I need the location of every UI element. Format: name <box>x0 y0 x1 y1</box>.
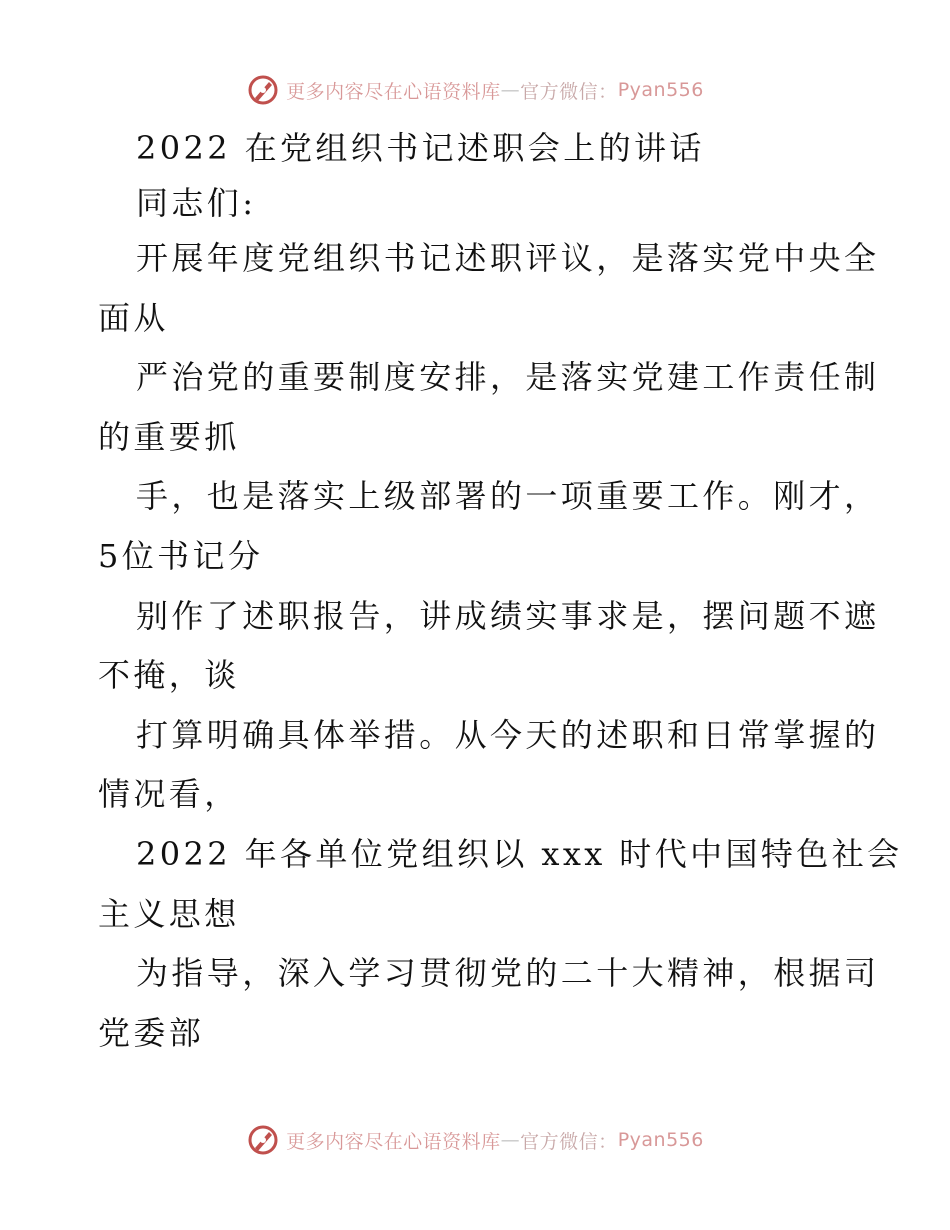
paragraph-line-wrap: 5位书记分 <box>98 537 264 575</box>
watermark-wechat-label: 官方微信： <box>520 80 618 103</box>
watermark-wechat-id: Pyan556 <box>617 79 704 101</box>
paragraph-line: 为指导，深入学习贯彻党的二十大精神，根据司 <box>136 954 880 992</box>
watermark-separator: — <box>500 79 521 101</box>
watermark-brand: 更多内容尽在心语资料库 <box>286 80 501 103</box>
paragraph-line: 打算明确具体举措。从今天的述职和日常掌握的 <box>136 716 880 754</box>
paragraph-line: 别作了述职报告，讲成绩实事求是，摆问题不遮 <box>136 597 880 635</box>
paragraph-line-wrap: 的重要抓 <box>98 418 240 456</box>
paragraph-line-wrap: 主义思想 <box>98 895 240 933</box>
watermark-brand: 更多内容尽在心语资料库 <box>286 1130 501 1153</box>
document-title: 2022 在党组织书记述职会上的讲话 <box>136 129 705 167</box>
paragraph-line-wrap: 情况看， <box>98 775 240 813</box>
watermark-header <box>0 70 950 110</box>
paragraph-line: 2022 年各单位党组织以 xxx 时代中国特色社会 <box>136 835 903 873</box>
pen-logo-icon <box>246 1123 280 1157</box>
paragraph-line: 开展年度党组织书记述职评议，是落实党中央全 <box>136 239 880 277</box>
watermark-wechat-id: Pyan556 <box>617 1129 704 1151</box>
paragraph-line-wrap: 面从 <box>98 299 169 337</box>
pen-logo-icon <box>246 73 280 107</box>
paragraph-line: 严治党的重要制度安排，是落实党建工作责任制 <box>136 358 880 396</box>
watermark-footer <box>0 1120 950 1160</box>
document-greeting: 同志们: <box>136 184 257 222</box>
watermark-wechat-label: 官方微信： <box>520 1130 618 1153</box>
paragraph-line-wrap: 党委部 <box>98 1014 205 1052</box>
paragraph-line-wrap: 不掩，谈 <box>98 656 240 694</box>
watermark-separator: — <box>500 1129 521 1151</box>
paragraph-line: 手，也是落实上级部署的一项重要工作。刚才， <box>136 477 880 515</box>
